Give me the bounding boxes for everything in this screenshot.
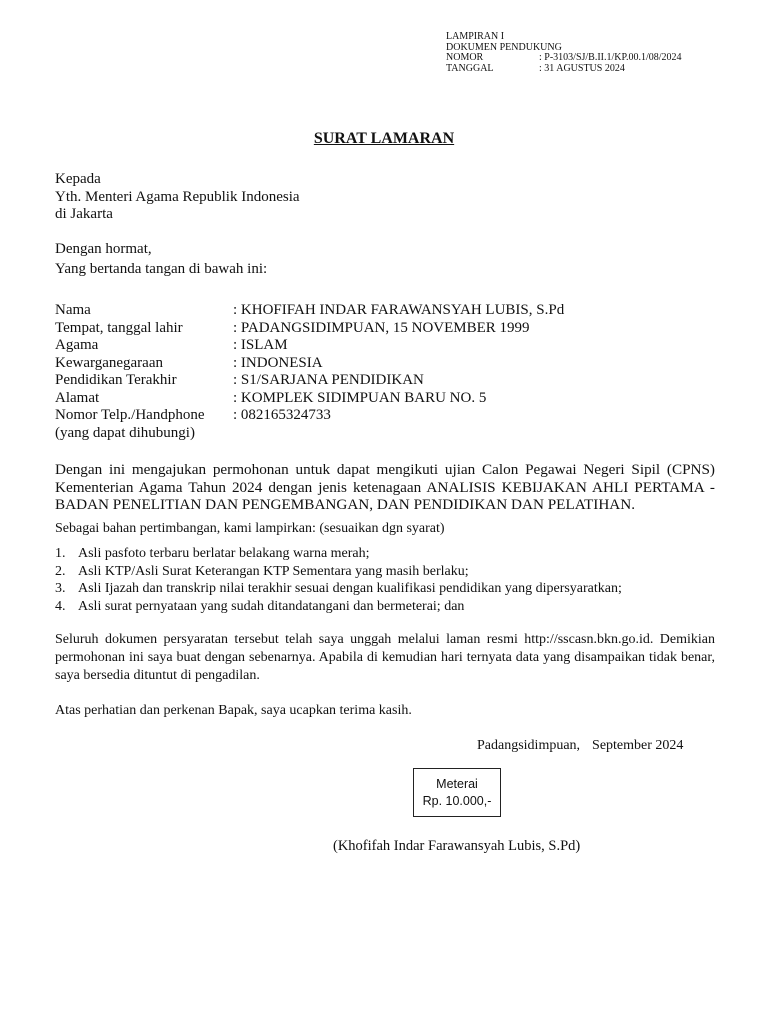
identity-value: : INDONESIA [233, 354, 323, 371]
closing-line: Atas perhatian dan perkenan Bapak, saya ucapkan terima kasih. [55, 703, 412, 718]
identity-label: (yang dapat dihubungi) [55, 424, 195, 441]
list-item [55, 563, 622, 581]
identity-row-contact-note [55, 425, 564, 443]
list-item-number: 3. [55, 581, 66, 596]
document-title: SURAT LAMARAN [313, 130, 455, 147]
attachment-header [446, 32, 682, 74]
recipient-line-1: Kepada [55, 171, 101, 187]
list-item-number: 2. [55, 563, 66, 579]
identity-value: : KOMPLEK SIDIMPUAN BARU NO. 5 [233, 389, 487, 406]
list-item-text: Asli Ijazah dan transkrip nilai terakhir sesuai dengan kualifikasi pendidikan yang dipersyaratkan; [78, 581, 622, 596]
identity-label: Agama [55, 337, 99, 353]
list-item [55, 598, 622, 616]
header-tanggal-value: : 31 AGUSTUS 2024 [539, 62, 625, 74]
signature-name: (Khofifah Indar Farawansyah Lubis, S.Pd) [333, 838, 581, 854]
identity-value: : ISLAM [233, 337, 288, 353]
identity-value: : PADANGSIDIMPUAN, 15 NOVEMBER 1999 [233, 319, 530, 336]
stamp-duty-amount: Rp. 10.000,- [422, 794, 492, 808]
identity-value: : S1/SARJANA PENDIDIKAN [233, 372, 424, 388]
stamp-duty-box [413, 768, 501, 817]
identity-value: : 082165324733 [233, 407, 331, 423]
recipient-line-3: di Jakarta [55, 206, 113, 222]
header-nomor-value: : P-3103/SJ/B.II.1/KP.00.1/08/2024 [539, 52, 682, 63]
list-item-text: Asli KTP/Asli Surat Keterangan KTP Sementara yang masih berlaku; [78, 563, 469, 579]
identity-row-religion [55, 337, 564, 355]
identity-row-phone [55, 407, 564, 425]
identity-label: Tempat, tanggal lahir [55, 319, 183, 336]
identity-label: Nomor Telp./Handphone [55, 407, 205, 423]
attachments-list [55, 545, 622, 615]
header-nomor-label: NOMOR [446, 52, 484, 63]
identity-label: Alamat [55, 389, 100, 406]
header-line-dokumen: DOKUMEN PENDUKUNG [446, 41, 562, 53]
list-item-number: 4. [55, 598, 66, 614]
greeting-block [55, 241, 267, 278]
list-item [55, 545, 622, 563]
greeting-line-2: Yang bertanda tangan di bawah ini: [55, 260, 268, 277]
header-tanggal-row [446, 64, 682, 75]
identity-value: : KHOFIFAH INDAR FARAWANSYAH LUBIS, S.Pd [233, 302, 565, 318]
identity-label: Nama [55, 302, 91, 318]
header-tanggal-label: TANGGAL [446, 62, 494, 74]
recipient-block [55, 171, 300, 224]
identity-row-birth [55, 320, 564, 338]
header-line-lampiran: LAMPIRAN I [446, 31, 505, 42]
identity-row-citizenship [55, 355, 564, 373]
list-item [55, 580, 622, 598]
list-item-text: Asli surat pernyataan yang sudah ditandatangani dan bermeterai; dan [78, 598, 465, 614]
identity-row-education [55, 372, 564, 390]
greeting-line-1: Dengan hormat, [55, 241, 152, 257]
declaration-paragraph: Seluruh dokumen persyaratan tersebut telah saya unggah melalui laman resmi http://sscasn.bkn.go.id. Demikian permohonan ini saya buat dengan sebenarnya. Apabila di kemudian hari ternyata data yang disampaikan tidak benar, saya bersedia dituntut di pengadilan. [55, 632, 715, 683]
place-date [477, 737, 683, 754]
application-paragraph: Dengan ini mengajukan permohonan untuk dapat mengikuti ujian Calon Pegawai Negeri Sipil (CPNS) Kementerian Agama Tahun 2024 dengan jenis ketenagaan ANALISIS KEBIJAKAN AHLI PERTAMA - BADAN PENELITIAN DAN PENGEMBANGAN, DAN PENDIDIKAN DAN PELATIHAN. [55, 461, 715, 513]
list-item-number: 1. [55, 546, 66, 561]
identity-label: Pendidikan Terakhir [55, 372, 177, 388]
list-item-text: Asli pasfoto terbaru berlatar belakang warna merah; [78, 546, 370, 561]
attachments-intro: Sebagai bahan pertimbangan, kami lampirkan: (sesuaikan dgn syarat) [55, 521, 445, 536]
place: Padangsidimpuan, [477, 738, 581, 753]
identity-label: Kewarganegaraan [55, 354, 163, 371]
identity-table [55, 302, 564, 442]
identity-row-name [55, 302, 564, 320]
identity-row-address [55, 390, 564, 408]
stamp-duty-label: Meterai [436, 777, 478, 791]
date: September 2024 [592, 738, 684, 753]
recipient-line-2: Yth. Menteri Agama Republik Indonesia [55, 188, 300, 205]
